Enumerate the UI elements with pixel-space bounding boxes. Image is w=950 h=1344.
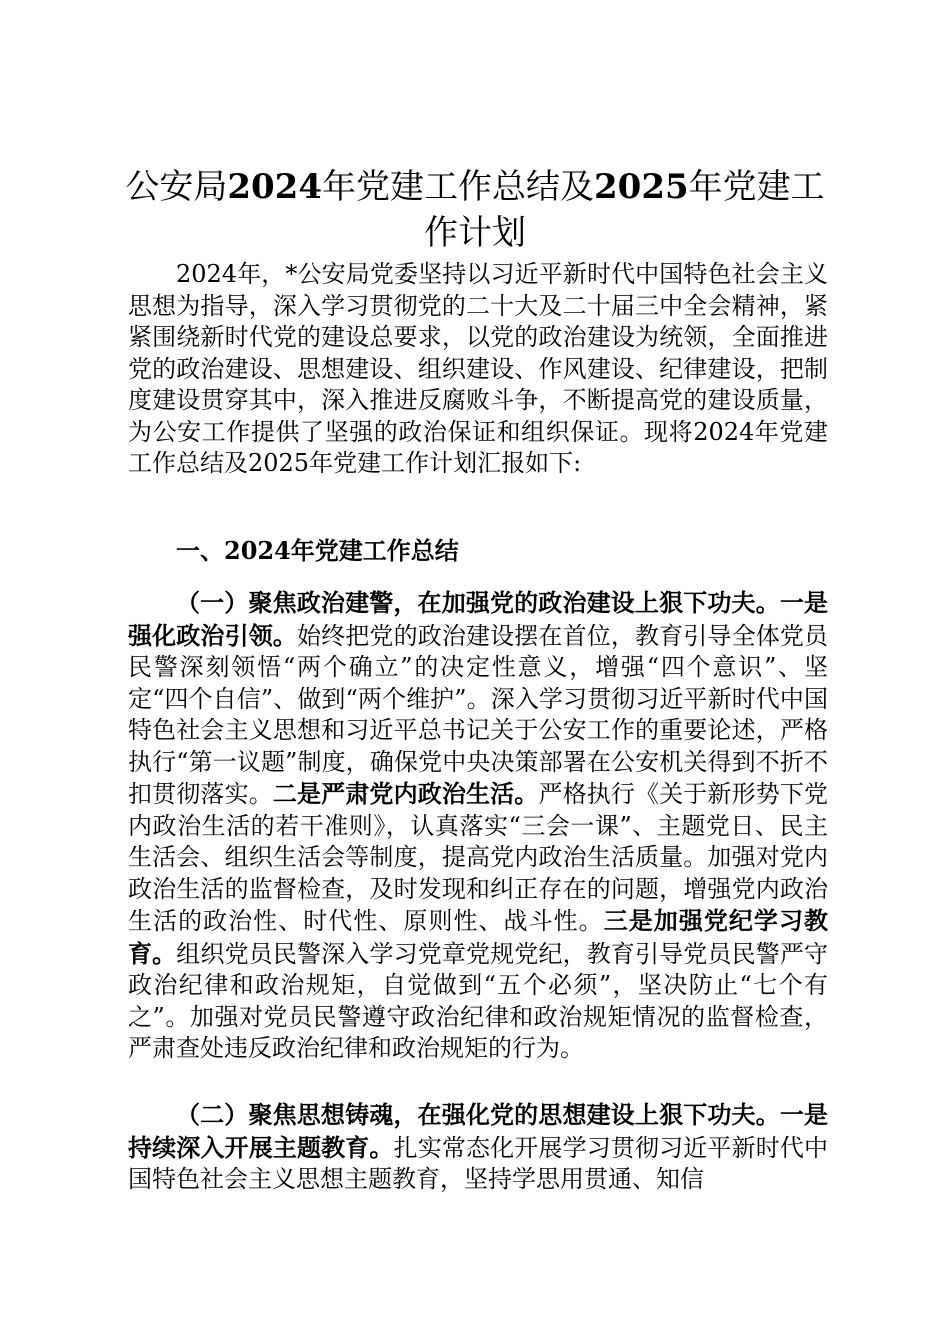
paragraph-text: 组织党员民警深入学习党章党规党纪，教育引导党员民警严守政治纪律和政治规矩，自觉做到“五个必须”，坚决防止“七个有之”。加强对党员民警遵守政治纪律和政治规矩情况的监督检查，严肃查处违反政治纪律和政治规矩的行为。 (128, 939, 829, 1062)
section-heading: 一、2024年党建工作总结 (176, 536, 459, 565)
paragraph-heading: （一）聚焦政治建警，在加强党的政治建设上狠下功夫。一是强化政治引领。 (128, 588, 828, 650)
intro-paragraph: 2024年，*公安局党委坚持以习近平新时代中国特色社会主义思想为指导，深入学习贯彻党的二十大及二十届三中全会精神，紧紧围绕新时代党的建设总要求，以党的政治建设为统领，全面推进党的政治建设、思想建设、组织建设、作风建设、纪律建设，把制度建设贯穿其中，深入推进反腐败斗争，不断提高党的建设质量，为公安工作提供了坚强的政治保证和组织保证。现将2024年党建工作总结及2025年党建工作计划汇报如下: (128, 260, 828, 477)
paragraph-subheading: 二是严肃党内政治生活。 (272, 779, 539, 808)
title-part: 2024 (227, 167, 322, 207)
title-part: 年党建工作计划 (424, 167, 825, 253)
body-paragraph (128, 1099, 828, 1196)
paragraph-subheading: 三是加强党纪学习教育。 (128, 906, 828, 968)
body-paragraph (128, 587, 828, 1065)
paragraph-text: 严格执行《关于新形势下党内政治生活的若干准则》，认真落实“三会一课”、主题党日、民主生活会、组织生活会等制度，提高党内政治生活质量。加强对党内政治生活的监督检查，及时发现和纠正存在的问题，增强党内政治生活的政治性、时代性、原则性、战斗性。 (128, 780, 829, 935)
paragraph-text: 始终把党的政治建设摆在首位，教育引导全体党员民警深刻领悟“两个确立”的决定性意义，增强“四个意识”、坚定“四个自信”、做到“两个维护”。深入学习贯彻习近平新时代中国特色社会主义思想和习近平总书记关于公安工作的重要论述，严格执行“第一议题”制度，确保党中央决策部署在公安机关得到不折不扣贯彻落实。 (128, 621, 828, 808)
paragraph-text: 扎实常态化开展学习贯彻习近平新时代中国特色社会主义思想主题教育，坚持学思用贯通、知信 (128, 1133, 829, 1193)
paragraph-heading: （二）聚焦思想铸魂，在强化党的思想建设上狠下功夫。一是持续深入开展主题教育。 (128, 1100, 828, 1162)
title-part: 年党建工作总结及 (322, 167, 594, 207)
title-part: 公安局 (125, 167, 228, 207)
title-part: 2025 (594, 167, 689, 207)
document-title (120, 164, 830, 256)
